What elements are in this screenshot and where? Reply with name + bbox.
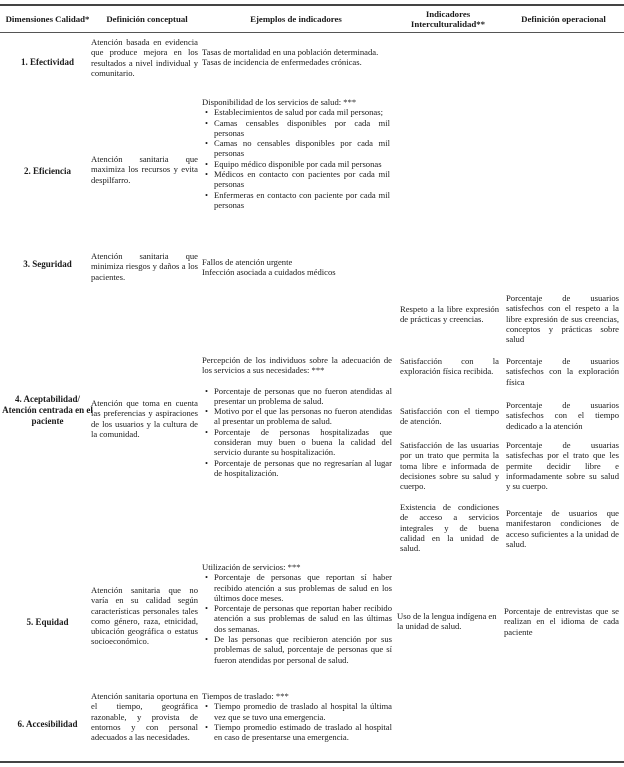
dimension-label: 1. Efectividad (21, 56, 74, 67)
indicator-examples (202, 97, 390, 210)
table-bottom-rule (0, 761, 624, 763)
intercultural-indicator: Uso de la lengua indígena en la unidad de salud. (397, 611, 497, 632)
indicator-examples (202, 355, 392, 478)
indicator-examples (202, 47, 390, 68)
dimension-label: 4. Aceptabilidad/ Atención centrada en el paciente (2, 393, 93, 426)
conceptual-definition: Atención sanitaria oportuna en el tiempo, geográfica razonable, y provista de entornos y con personal adecuados a las necesidades. (91, 691, 198, 743)
indicator-line: Tasas de mortalidad en una población determinada. (202, 47, 379, 57)
operational-definition: Porcentaje de usuarios satisfechos con la exploración física (506, 356, 619, 387)
conceptual-definition: Atención que toma en cuenta las preferencias y aspiraciones de los usuarios y la cultura de la comunidad. (91, 398, 198, 439)
header-dimensions: Dimensiones Calidad* (5, 14, 90, 24)
indicator-line: Infección asociada a cuidados médicos (202, 267, 336, 278)
indicator-examples (202, 562, 392, 665)
indicator-line: Tasas de incidencia de enfermedades crónicas. (202, 57, 362, 68)
operational-definition: Porcentaje de usuarios que manifestaron condiciones de acceso suficientes a la unidad de salud. (506, 508, 619, 549)
indicator-lead: Utilización de servicios: *** (202, 562, 301, 572)
indicator-item: • Porcentaje de personas que reportan haber recibido atención a sus problemas de salud en las últimas dos semanas. (214, 603, 392, 634)
indicator-item: • Camas no censables disponibles por cada mil personas (214, 138, 390, 159)
conceptual-definition: Atención sanitaria que no varía en su calidad según características personales tales como género, raza, etnicidad, ubicación geográfica o estatus socioeconómico. (91, 585, 198, 647)
indicator-item: • Enfermeras en contacto con paciente por cada mil personas (214, 190, 390, 211)
indicator-list (202, 107, 390, 210)
indicator-item: • Tiempo promedio de traslado al hospital la última vez que se tuvo una emergencia. (214, 701, 392, 722)
operational-definition: Porcentaje de usuarios satisfechos con el respeto a la libre expresión de sus creencias, conceptos y prácticas sobre salud (506, 293, 619, 345)
indicator-item: • Establecimientos de salud por cada mil personas; (214, 107, 390, 117)
indicator-item: • Tiempo promedio estimado de traslado al hospital en caso de presentarse una emergencia. (214, 722, 392, 743)
header-operational-definition: Definición operacional (521, 14, 606, 24)
indicator-item: • Médicos en contacto con pacientes por cada mil personas (214, 169, 390, 190)
dimension-label: 6. Accesibilidad (17, 718, 78, 729)
indicator-lead: Disponibilidad de los servicios de salud: *** (202, 97, 357, 107)
indicator-list (202, 572, 392, 665)
intercultural-indicator: Satisfacción con la exploración física recibida. (400, 356, 499, 377)
header-conceptual-definition: Definición conceptual (106, 14, 188, 24)
header-intercultural-indicators: Indicadores Interculturalidad** (410, 9, 486, 29)
intercultural-indicator: Satisfacción de las usuarias por un trato que permita la toma libre e informada de decisiones sobre su salud y cuerpo. (400, 440, 499, 492)
intercultural-indicator: Existencia de condiciones de acceso a servicios integrales y de buena calidad en la unidad de salud. (400, 502, 499, 554)
header-rule (0, 32, 624, 33)
intercultural-indicator: Satisfacción con el tiempo de atención. (400, 406, 499, 427)
conceptual-definition: Atención sanitaria que minimiza riesgos y daños a los pacientes. (91, 251, 198, 282)
indicator-item: • Equipo médico disponible por cada mil personas (214, 159, 390, 169)
operational-definition: Porcentaje de usuarios satisfechos con el tiempo dedicado a la atención (506, 400, 619, 431)
indicator-item: • Camas censables disponibles por cada mil personas (214, 118, 390, 139)
indicator-line: Fallos de atención urgente (202, 257, 293, 267)
indicator-item: • Porcentaje de personas que no regresarían al lugar de hospitalización. (214, 458, 392, 479)
dimension-label: 2. Eficiencia (24, 165, 71, 176)
indicator-list (202, 701, 392, 742)
indicator-item: • Motivo por el que las personas no fueron atendidas al presentar un problema de salud. (214, 406, 392, 427)
indicator-examples (202, 691, 392, 742)
indicator-lead: Percepción de los individuos sobre la adecuación de los servicios a sus necesidades: *** (202, 355, 392, 376)
dimension-label: 3. Seguridad (23, 258, 72, 269)
indicator-list (202, 386, 392, 479)
operational-definition: Porcentaje de entrevistas que se realizan en el idioma de cada paciente (504, 606, 619, 637)
indicator-item: • Porcentaje de personas que reportan sí haber recibido atención a sus problemas de salud en los últimos doce meses. (214, 572, 392, 603)
header-indicator-examples: Ejemplos de indicadores (250, 14, 342, 24)
conceptual-definition: Atención basada en evidencia que produce mejora en los resultados a nivel individual y comunitario. (91, 37, 198, 78)
indicator-item: • De las personas que recibieron atención por sus problemas de salud, porcentaje de personas que sí fueron atendidas por personal de salud. (214, 634, 392, 665)
indicator-lead: Tiempos de traslado: *** (202, 691, 289, 701)
indicator-item: • Porcentaje de personas hospitalizadas que consideran muy buen o buena la calidad del servicio durante su hospitalización. (214, 427, 392, 458)
dimension-label: 5. Equidad (26, 616, 69, 627)
intercultural-indicator: Respeto a la libre expresión de prácticas y creencias. (400, 304, 499, 325)
indicator-item: • Porcentaje de personas que no fueron atendidas al presentar un problema de salud. (214, 386, 392, 407)
operational-definition: Porcentaje de usuarias satisfechas por el trato que les permite decidir libre e informadamente sobre su salud y su cuerpo. (506, 440, 619, 492)
indicator-examples (202, 257, 390, 278)
conceptual-definition: Atención sanitaria que maximiza los recursos y evita despilfarro. (91, 154, 198, 185)
